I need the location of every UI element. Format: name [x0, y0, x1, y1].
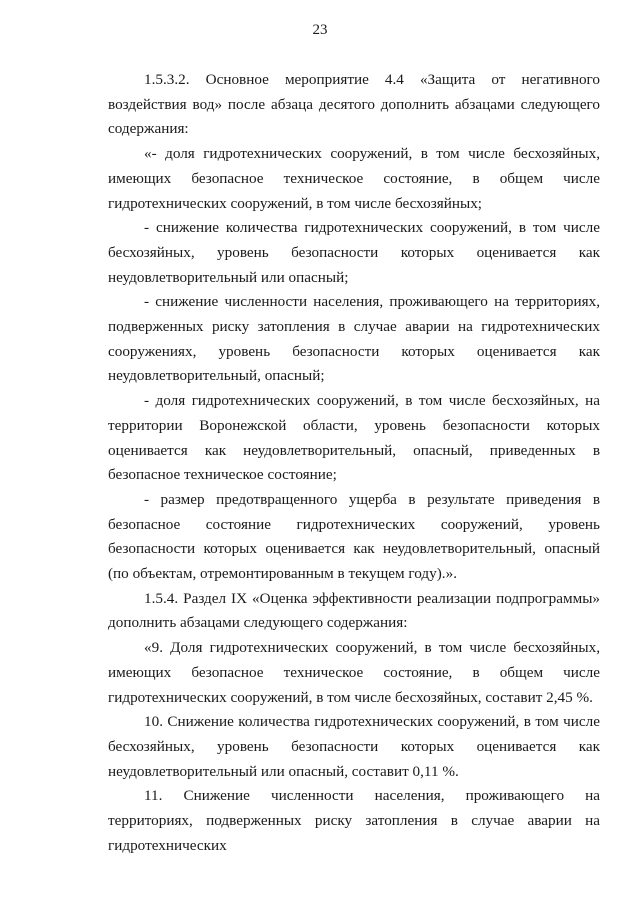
- paragraph-item-10: 10. Снижение количества гидротехнических сооружений, в том числе бесхозяйных, уровень безопасности которых оценивается как неудовлетворительный или опасный, составит 0,11 %.: [108, 713, 600, 780]
- paragraph-item-11: 11. Снижение численности населения, проживающего на территориях, подверженных риску затопления в случае аварии на гидротехнических: [108, 787, 600, 854]
- paragraph-indicator-voronezh-share: - доля гидротехнических сооружений, в том числе бесхозяйных, на территории Воронежской области, уровень безопасности которых оценивается как неудовлетворительный, опасный, приведенных в безопасное техническое состояние;: [108, 392, 600, 484]
- paragraph-indicator-damage: - размер предотвращенного ущерба в результате приведения в безопасное состояние гидротехнических сооружений, уровень безопасности которых оценивается как неудовлетворительный, опасный (по объектам, отремонтированным в текущем году).».: [108, 490, 600, 583]
- paragraph-1-5-4: 1.5.4. Раздел IX «Оценка эффективности реализации подпрограммы» дополнить абзацами следующего содержания:: [108, 589, 600, 632]
- paragraph-indicator-reduction-count: - снижение количества гидротехнических сооружений, в том числе бесхозяйных, уровень безопасности которых оценивается как неудовлетворительный или опасный;: [108, 219, 600, 286]
- paragraph-item-9: «9. Доля гидротехнических сооружений, в том числе бесхозяйных, имеющих безопасное техническое состояние, в общем числе гидротехнических сооружений, в том числе бесхозяйных, составит 2,45 %.: [108, 639, 600, 706]
- paragraph-indicator-share-safe: «- доля гидротехнических сооружений, в том числе бесхозяйных, имеющих безопасное техническое состояние, в общем числе гидротехнических сооружений, в том числе бесхозяйных;: [108, 145, 600, 212]
- document-body: [108, 68, 600, 859]
- paragraph-indicator-population: - снижение численности населения, проживающего на территориях, подверженных риску затопления в случае аварии на гидротехнических сооружениях, уровень безопасности которых оценивается как неудовлетворительный, опасный;: [108, 293, 600, 385]
- page-number: 23: [312, 22, 328, 38]
- paragraph-1-5-3-2: 1.5.3.2. Основное мероприятие 4.4 «Защита от негативного воздействия вод» после абзаца десятого дополнить абзацами следующего содержания:: [108, 71, 600, 138]
